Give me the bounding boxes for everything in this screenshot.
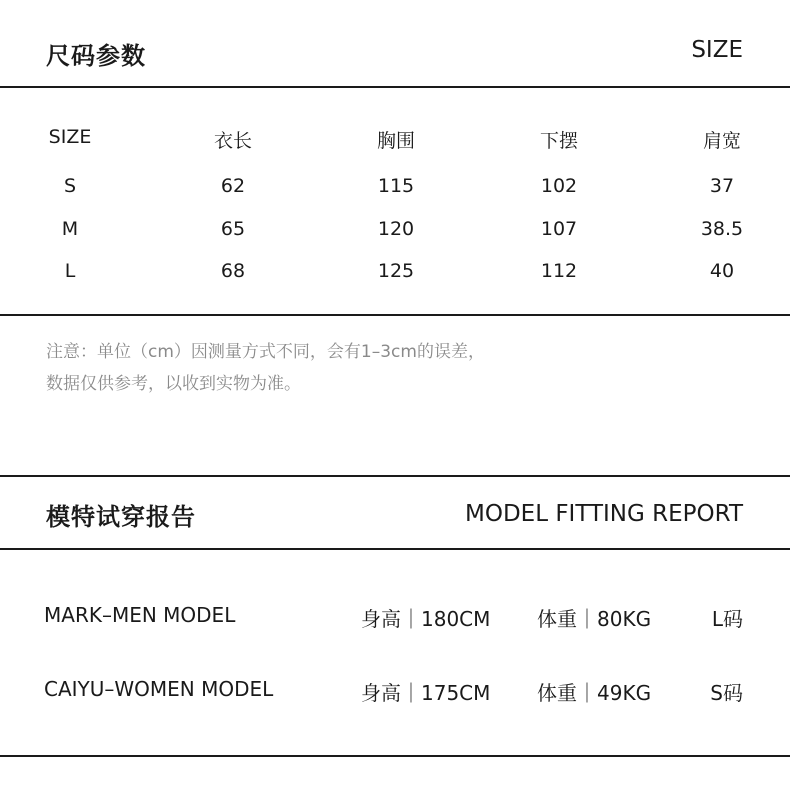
model-section-title-en: MODEL FITTING REPORT (465, 501, 743, 527)
list-item (0, 603, 790, 633)
table-cell: 107 (540, 218, 578, 240)
table-cell: 125 (377, 260, 415, 282)
table-cell: 62 (220, 175, 246, 197)
divider (0, 314, 790, 316)
table-cell: 115 (377, 175, 415, 197)
table-cell: 40 (709, 260, 735, 282)
table-cell: 112 (540, 260, 578, 282)
model-height: 身高｜180CM (361, 607, 491, 631)
header-hem: 下摆 (539, 130, 578, 152)
model-size: L码 (711, 607, 743, 631)
model-name: MARK–MEN MODEL (44, 603, 236, 627)
header-chest: 胸围 (376, 130, 415, 152)
table-cell: 102 (540, 175, 578, 197)
size-section-title-en: SIZE (691, 37, 743, 63)
divider (0, 755, 790, 757)
header-length: 衣长 (213, 130, 252, 152)
divider (0, 548, 790, 550)
model-weight: 体重｜49KG (537, 681, 652, 705)
model-height: 身高｜175CM (361, 681, 491, 705)
model-weight: 体重｜80KG (537, 607, 652, 631)
table-cell: 65 (220, 218, 246, 240)
table-cell: 37 (709, 175, 735, 197)
measurement-note-line2: 数据仅供参考，以收到实物为准。 (46, 374, 301, 394)
measurement-note-line1: 注意：单位（cm）因测量方式不同，会有1–3cm的误差， (46, 342, 485, 362)
model-name: CAIYU–WOMEN MODEL (44, 677, 274, 701)
size-section-title: 尺码参数 (46, 42, 146, 70)
table-cell: 120 (377, 218, 415, 240)
table-cell: L (64, 260, 76, 282)
table-cell: S (63, 175, 77, 197)
table-cell: M (61, 218, 79, 240)
model-size: S码 (710, 681, 743, 705)
table-cell: 38.5 (700, 218, 744, 240)
header-size: SIZE (48, 126, 92, 148)
divider (0, 475, 790, 477)
header-shoulder: 肩宽 (702, 130, 741, 152)
divider (0, 86, 790, 88)
table-cell: 68 (220, 260, 246, 282)
list-item (0, 677, 790, 707)
model-section-title: 模特试穿报告 (46, 503, 196, 531)
